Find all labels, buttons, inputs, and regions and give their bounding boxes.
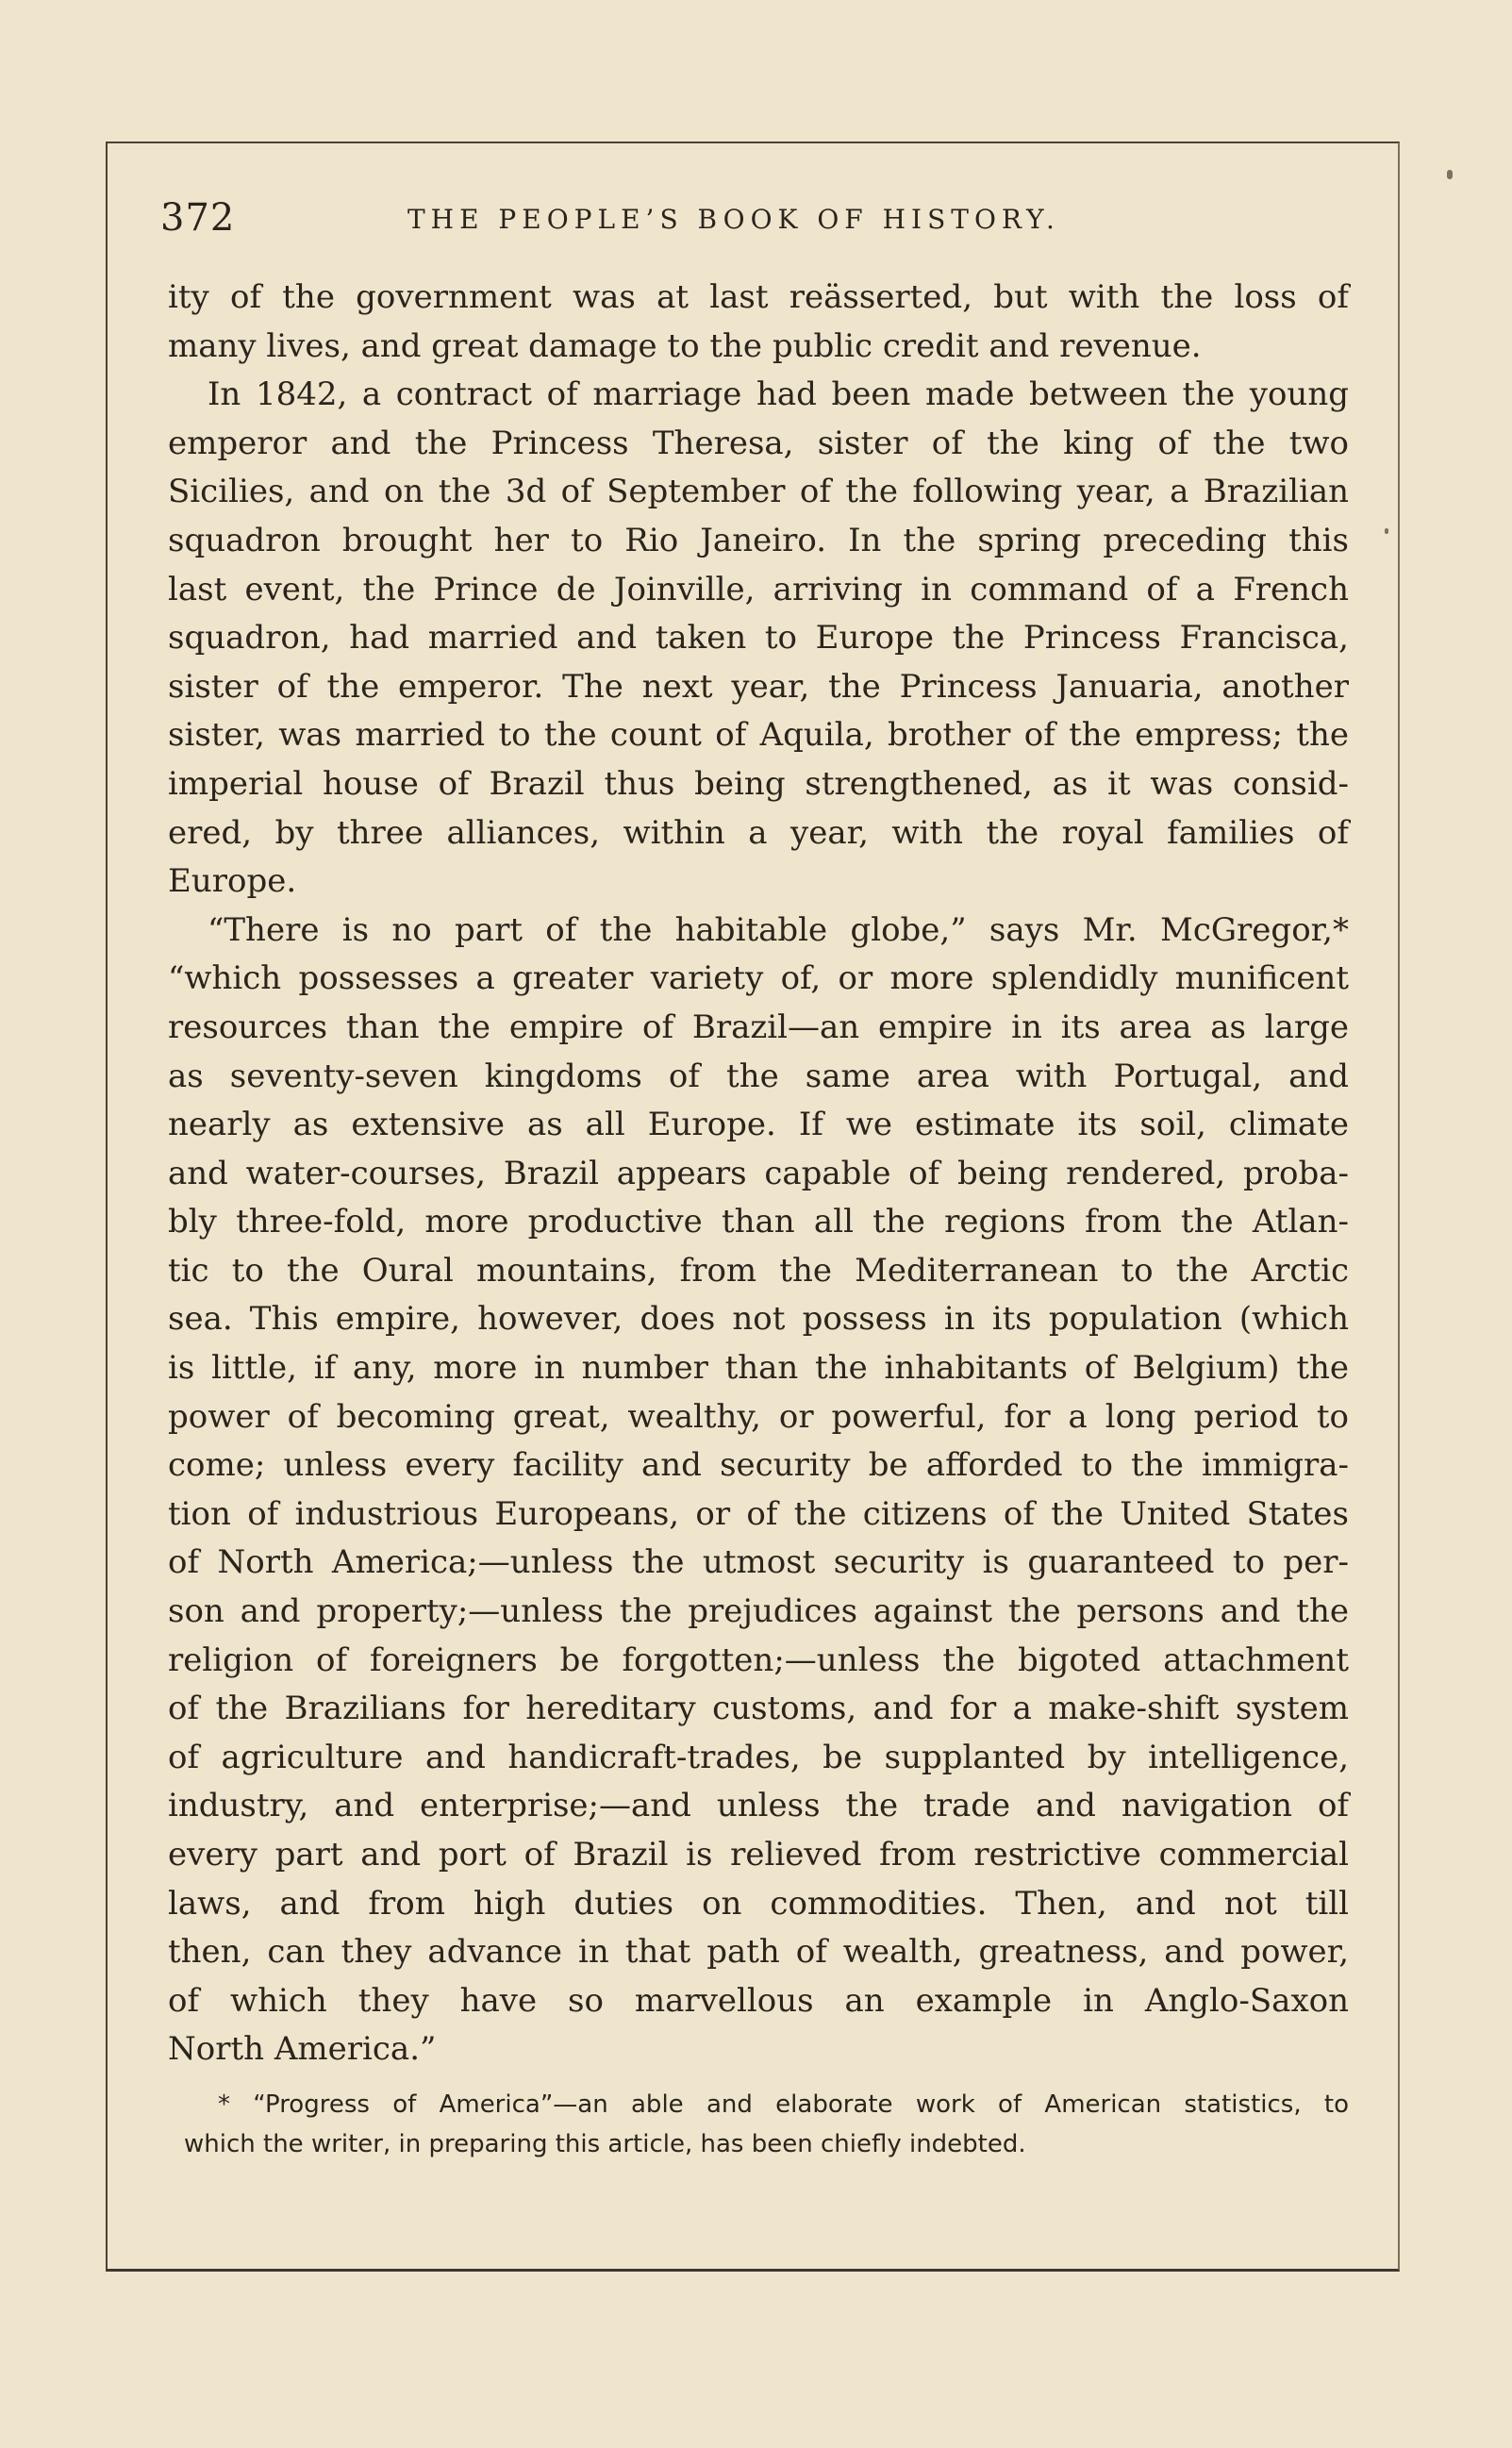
text-line: Sicilies, and on the 3d of September of the following year, a Brazilian (168, 473, 1349, 511)
text-line: tic to the Oural mountains, from the Mediterranean to the Arctic (168, 1251, 1349, 1290)
text-line: resources than the empire of Brazil—an empire in its area as large (168, 1008, 1349, 1046)
text-line: emperor and the Princess Theresa, sister of the king of the two (168, 424, 1349, 462)
text-line: every part and port of Brazil is relieved from restrictive commercial (168, 1836, 1349, 1873)
text-line: sea. This empire, however, does not possess in its population (which (168, 1300, 1349, 1339)
text-line: bly three-fold, more productive than all the regions from the Atlan- (168, 1203, 1349, 1241)
text-line: squadron, had married and taken to Europe the Princess Francisca, (168, 619, 1349, 658)
text-line: son and property;—unless the prejudices against the persons and the (168, 1592, 1349, 1631)
text-line: sister of the emperor. The next year, the Princess Januaria, another (168, 667, 1349, 706)
text-line: many lives, and great damage to the public credit and revenue. (168, 326, 1202, 365)
footnote-line: * “Progress of America”—an able and elaborate work of American statistics, to (218, 2090, 1349, 2119)
text-line: Europe. (168, 862, 297, 901)
running-title: THE PEOPLE’S BOOK OF HISTORY. (407, 204, 1060, 235)
page-number: 372 (160, 196, 236, 240)
text-line: as seventy-seven kingdoms of the same area with Portugal, and (168, 1057, 1349, 1095)
text-line: sister, was married to the count of Aquila, brother of the empress; the (168, 716, 1349, 755)
body-text (168, 274, 1349, 2074)
text-line: is little, if any, more in number than the inhabitants of Belgium) the (168, 1349, 1349, 1388)
text-line: industry, and enterprise;—and unless the trade and navigation of (168, 1787, 1349, 1825)
text-line: and water-courses, Brazil appears capable of being rendered, proba- (168, 1154, 1349, 1192)
text-line: of North America;—unless the utmost security is guaranteed to per- (168, 1543, 1349, 1582)
margin-mark (1385, 528, 1388, 534)
text-line: tion of industrious Europeans, or of the citizens of the United States (168, 1494, 1349, 1533)
text-line: squadron brought her to Rio Janeiro. In the spring preceding this (168, 521, 1349, 559)
text-line: laws, and from high duties on commodities. Then, and not till (168, 1884, 1349, 1923)
text-line: of agriculture and handicraft-trades, be supplanted by intelligence, (168, 1738, 1349, 1776)
running-header (160, 196, 1349, 253)
text-line: ered, by three alliances, within a year, with the royal families of (168, 813, 1349, 852)
footnote (184, 2085, 1349, 2164)
text-line: last event, the Prince de Joinville, arriving in command of a French (168, 570, 1349, 608)
text-line: ity of the government was at last reässerted, but with the loss of (168, 278, 1349, 316)
text-line: religion of foreigners be forgotten;—unless the bigoted attachment (168, 1640, 1349, 1679)
text-line: In 1842, a contract of marriage had been made between the young (208, 375, 1349, 414)
text-line: nearly as extensive as all Europe. If we estimate its soil, climate (168, 1106, 1349, 1144)
text-line: come; unless every facility and security be afforded to the immigra- (168, 1446, 1349, 1485)
footnote-line: which the writer, in preparing this article, has been chiefly indebted. (184, 2130, 1026, 2158)
text-line: then, can they advance in that path of wealth, greatness, and power, (168, 1933, 1349, 1972)
text-line: of the Brazilians for hereditary customs, and for a make-shift system (168, 1690, 1349, 1728)
text-line: “There is no part of the habitable globe,” says Mr. McGregor,* (208, 910, 1349, 949)
text-line: imperial house of Brazil thus being strengthened, as it was consid- (168, 764, 1349, 803)
text-line: North America.” (168, 2030, 437, 2069)
text-line: of which they have so marvellous an example in Anglo-Saxon (168, 1981, 1349, 2020)
text-line: power of becoming great, wealthy, or powerful, for a long period to (168, 1397, 1349, 1436)
text-line: “which possesses a greater variety of, or more splendidly munificent (168, 959, 1349, 998)
margin-mark (1447, 170, 1453, 179)
